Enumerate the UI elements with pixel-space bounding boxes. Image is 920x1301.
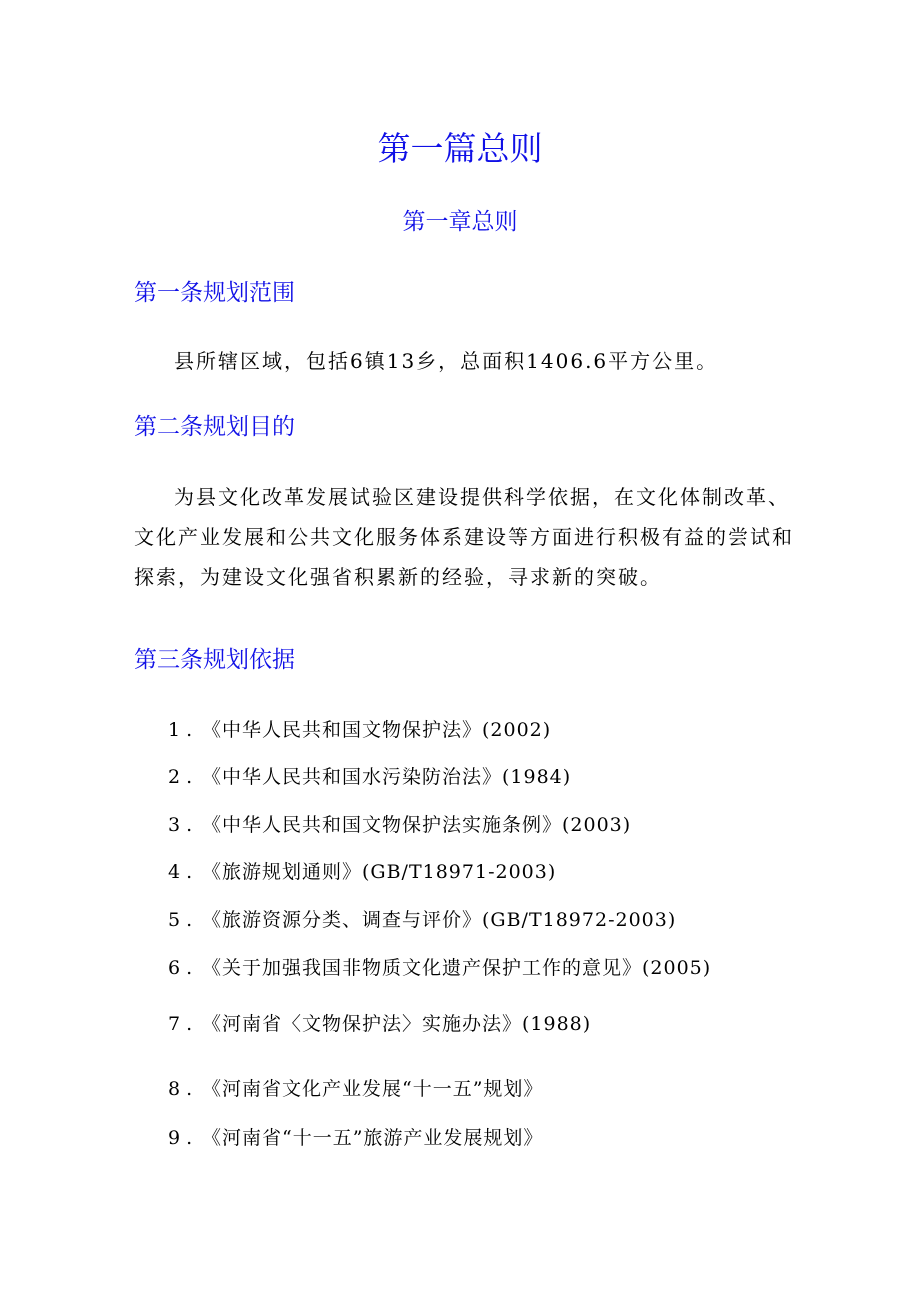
- article-paragraph-scope: 县所辖区域，包括6镇13乡，总面积1406.6平方公里。: [174, 349, 719, 373]
- reference-item: [168, 811, 631, 839]
- reference-item: [168, 763, 571, 791]
- reference-number: 4 .: [168, 861, 193, 883]
- reference-number: 8 .: [168, 1078, 193, 1100]
- reference-text: 《河南省〈文物保护法〉实施办法》(1988): [202, 1013, 592, 1035]
- reference-text: 《河南省文化产业发展“十一五”规划》: [202, 1078, 544, 1100]
- reference-item: [168, 1124, 543, 1152]
- article-title-purpose: 第二条规划目的: [134, 414, 295, 440]
- reference-number: 2 .: [168, 766, 193, 788]
- article-title-scope: 第一条规划范围: [134, 280, 295, 306]
- reference-number: 7 .: [168, 1013, 193, 1035]
- reference-text: 《中华人民共和国文物保护法》(2002): [202, 719, 552, 741]
- part-title: 第一篇总则: [377, 129, 543, 168]
- reference-number: 6 .: [168, 957, 193, 979]
- reference-item: [168, 954, 711, 982]
- reference-item: [168, 858, 556, 886]
- reference-number: 3 .: [168, 814, 193, 836]
- chapter-title: 第一章总则: [402, 209, 518, 235]
- reference-item: [168, 716, 551, 744]
- article-title-basis: 第三条规划依据: [134, 647, 295, 673]
- reference-text: 《旅游资源分类、调查与评价》(GB/T18972-2003): [202, 909, 677, 931]
- reference-text: 《旅游规划通则》(GB/T18971-2003): [202, 861, 557, 883]
- reference-text: 《关于加强我国非物质文化遗产保护工作的意见》(2005): [202, 957, 712, 979]
- reference-text: 《河南省“十一五”旅游产业发展规划》: [202, 1127, 544, 1149]
- reference-number: 9 .: [168, 1127, 193, 1149]
- reference-number: 1 .: [168, 719, 193, 741]
- reference-item: [168, 906, 676, 934]
- article-paragraph-purpose: 为县文化改革发展试验区建设提供科学依据，在文化体制改革、文化产业发展和公共文化服务体系建设等方面进行积极有益的尝试和探索，为建设文化强省积累新的经验，寻求新的突破。: [134, 485, 794, 589]
- reference-text: 《中华人民共和国文物保护法实施条例》(2003): [202, 814, 632, 836]
- reference-text: 《中华人民共和国水污染防治法》(1984): [202, 766, 572, 788]
- reference-item: [168, 1075, 543, 1103]
- reference-item: [168, 1010, 591, 1038]
- reference-number: 5 .: [168, 909, 193, 931]
